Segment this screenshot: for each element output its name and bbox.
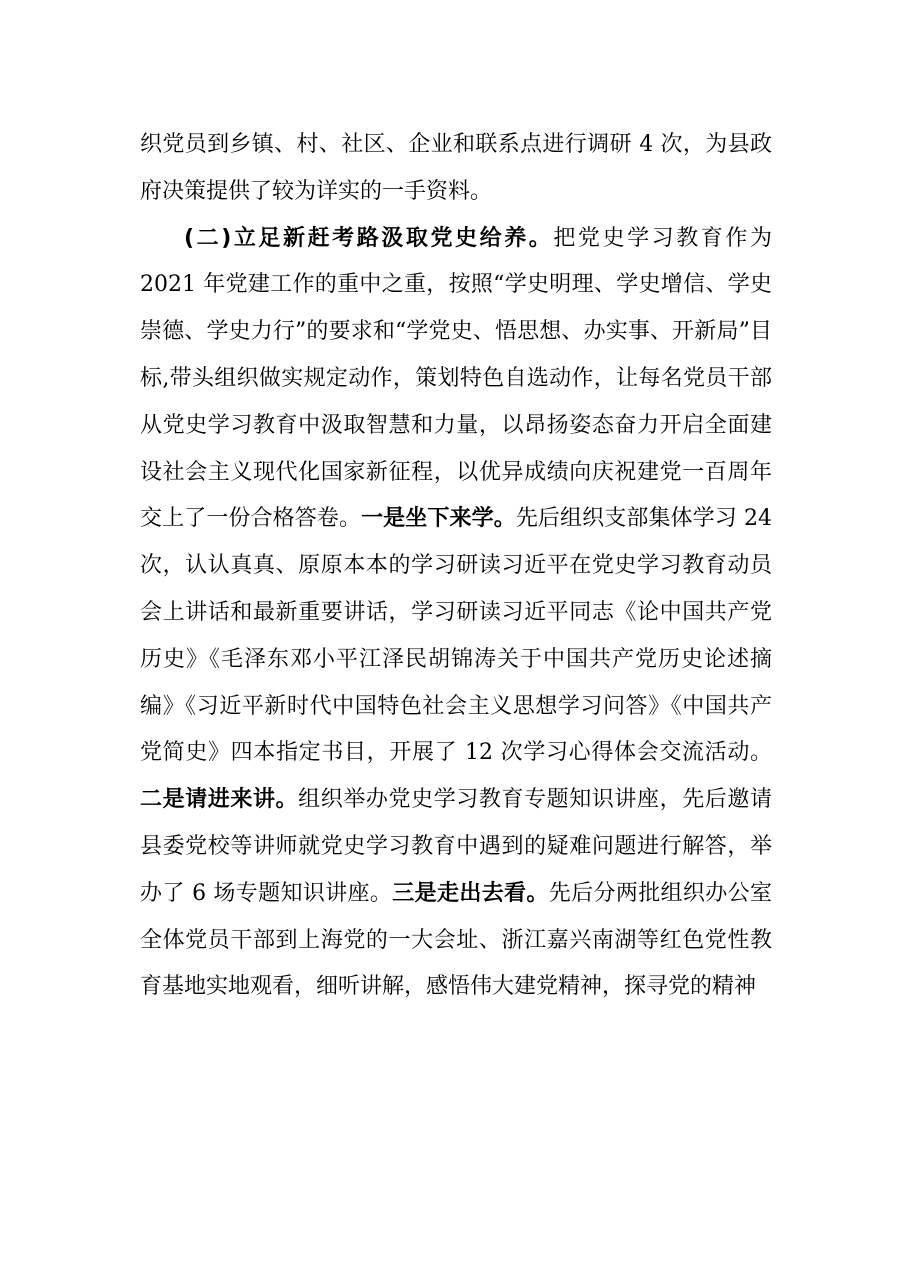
- item-two-title: 二是请进来讲。: [140, 787, 299, 813]
- item-three-text: 先后分两批组织办公室全体党员干部到上海党的一大会址、浙江嘉兴南湖等红色党性教育基地实地观看，细听讲解，感悟伟大建党精神，探寻党的精神: [140, 880, 772, 1000]
- item-one-text: 先后组织支部集体学习 24 次，认认真真、原原本本的学习研读习近平在党史学习教育动员会上讲话和最新重要讲话，学习研读习近平同志《论中国共产党历史》《毛泽东邓小平江泽民胡锦涛关于中国共产党历史论述摘编》《习近平新时代中国特色社会主义思想学习问答》《中国共产党简史》四本指定书目，开展了 12 次学习心得体会交流活动。: [140, 506, 772, 766]
- item-three-title: 三是走出去看。: [392, 880, 549, 906]
- item-one-title: 一是坐下来学。: [361, 506, 516, 532]
- paragraph-intro: 把党史学习教育作为 2021 年党建工作的重中之重，按照“学史明理、学史增信、学史崇德、学史力行”的要求和“学党史、悟思想、办实事、开新局”目标,带头组织做实规定动作，策划特色自选动作，让每名党员干部从党史学习教育中汲取智慧和力量，以昂扬姿态奋力开启全面建设社会主义现代化国家新征程，以优异成绩向庆祝建党一百周年交上了一份合格答卷。: [140, 225, 772, 532]
- section-heading: (二)立足新赶考路汲取党史给养。: [184, 225, 554, 251]
- paragraph-text: 织党员到乡镇、村、社区、企业和联系点进行调研 4 次，为县政府决策提供了较为详实的一手资料。: [140, 132, 772, 204]
- item-two-text: 组织举办党史学习教育专题知识讲座，先后邀请县委党校等讲师就党史学习教育中遇到的疑难问题进行解答，举办了 6 场专题知识讲座。: [140, 787, 772, 906]
- paragraph-party-history-study: [140, 216, 772, 1012]
- body-text: [140, 122, 772, 1011]
- paragraph-continued: [140, 122, 772, 216]
